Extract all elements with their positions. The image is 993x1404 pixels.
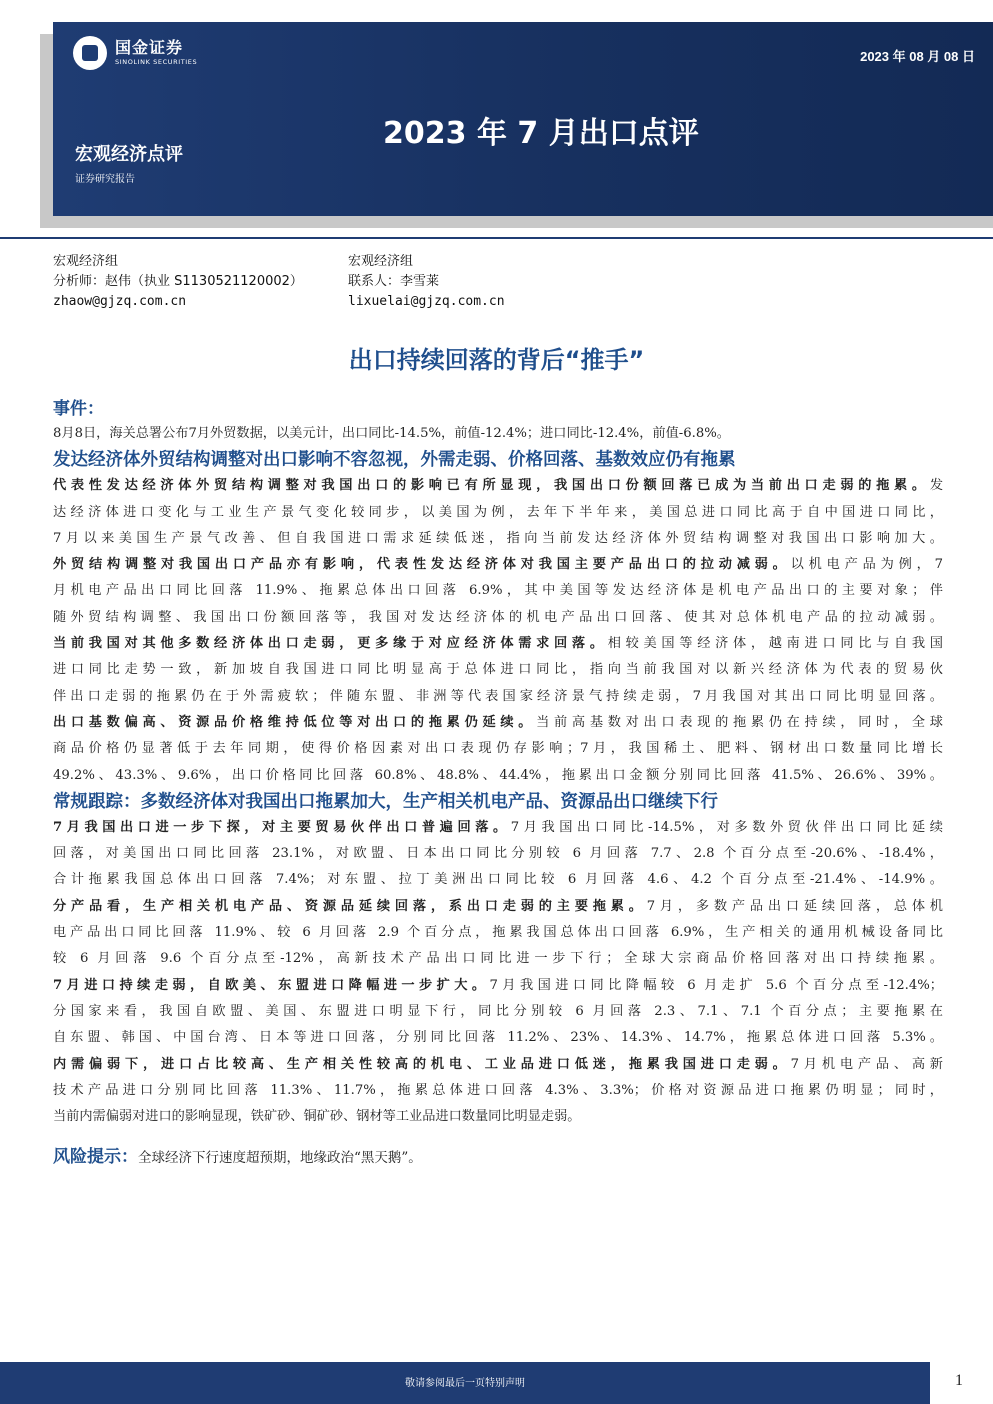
author-contact: 联系人：李雪莱 [348, 274, 440, 289]
paragraph-text: 7月以来美国生产景气改善、但自我国进口需求延续低迷，指向当前发达经济体外贸结构调整对我国出口影响加大。 [53, 530, 943, 546]
header-divider [0, 237, 993, 239]
paragraph-text: 7月我国进口同比降幅较 6 月走扩 5.6 个百分点至-12.4%； [489, 977, 943, 993]
company-logo [73, 36, 197, 70]
paragraph-lead: 外贸结构调整对我国出口产品亦有影响，代表性发达经济体对我国主要产品出口的拉动减弱。 [53, 557, 791, 573]
logo-text [115, 39, 197, 67]
logo-icon [73, 36, 107, 70]
author-group: 宏观经济组 [53, 254, 119, 269]
event-heading: 事件： [53, 399, 104, 419]
section-heading: 常规跟踪：多数经济体对我国出口拖累加大，生产相关机电产品、资源品出口继续下行 [53, 791, 718, 812]
paragraph [53, 894, 943, 973]
risk-note [53, 1144, 943, 1171]
disclaimer-note: 敬请参阅最后一页特别声明 [405, 1378, 525, 1389]
paragraph-text: 伴出口走弱的拖累仍在于外需疲软；伴随东盟、非洲等代表国家经济景气持续走弱，7月我国对其出口同比明显回落。 [53, 688, 943, 704]
paragraph-text: 较 6 月回落 9.6 个百分点至-12%，高新技术产品出口同比进一步下行；全球大宗商品价格回落对出口持续拖累。 [53, 951, 943, 967]
section-heading: 发达经济体外贸结构调整对出口影响不容忽视，外需走弱、价格回落、基数效应仍有拖累 [53, 450, 736, 471]
main-title: 出口持续回落的背后“推手” [348, 346, 645, 374]
paragraph-text: 回落，对美国出口同比回落 23.1%，对欧盟、日本出口同比分别较 6 月回落 7.7、2.8 个百分点至-20.6%、-18.4%， [53, 846, 943, 862]
paragraph-text: 合计拖累我国总体出口回落 7.4%；对东盟、拉丁美洲出口同比较 6 月回落 4.6、4.2 个百分点至-21.4%、-14.9%。 [53, 872, 943, 888]
paragraph-lead: 当前我国对其他多数经济体出口走弱，更多缘于对应经济体需求回落。 [53, 636, 608, 652]
paragraph [53, 815, 943, 894]
footer-bar [0, 1362, 930, 1404]
paragraph-text: 7月机电产品、高新 [790, 1056, 943, 1072]
paragraph [53, 473, 943, 552]
paragraph-lead: 内需偏弱下，进口占比较高、生产相关性较高的机电、工业品进口低迷，拖累我国进口走弱。 [53, 1056, 791, 1072]
author-block-left [53, 252, 303, 312]
paragraph [53, 1052, 943, 1131]
paragraph-text: 电产品出口同比回落 11.9%、较 6 月回落 2.9 个百分点，拖累我国总体出口回落 6.9%，生产相关的通用机械设备同比 [53, 925, 943, 941]
author-block-right [348, 252, 505, 312]
paragraph [53, 973, 943, 1052]
paragraph [53, 552, 943, 631]
author-email-link[interactable]: zhaow@gjzq.com.cn [53, 294, 187, 309]
paragraph-text: 分国家来看，我国自欧盟、美国、东盟进口明显下行，同比分别较 6 月回落 2.3、7.1、7.1 个百分点；主要拖累在 [53, 1003, 943, 1019]
report-category: 宏观经济点评 [75, 144, 183, 165]
paragraph-text: 49.2%、43.3%、9.6%，出口价格同比回落 60.8%、48.8%、44.4%，拖累出口金额分别同比回落 41.5%、26.6%、39%。 [53, 767, 943, 783]
paragraph-lead: 7月我国出口进一步下探，对主要贸易伙伴出口普遍回落。 [53, 819, 511, 835]
paragraph-lead: 代表性发达经济体外贸结构调整对我国出口的影响已有所显现，我国出口份额回落已成为当前出口走弱的拖累。 [53, 478, 930, 494]
paragraph-text: 月机电产品出口同比回落 11.9%、拖累总体出口回落 6.9%，其中美国等发达经济体是机电产品出口的主要对象；伴 [53, 583, 943, 599]
paragraph-lead: 7月进口持续走弱，自欧美、东盟进口降幅进一步扩大。 [53, 977, 490, 993]
paragraph-text: 相较美国等经济体，越南进口同比与自我国 [607, 636, 943, 652]
paragraph [53, 631, 943, 710]
paragraph-text: 达经济体进口变化与工业生产景气变化较同步，以美国为例，去年下半年来，美国总进口同比高于自中国进口同比， [53, 504, 943, 520]
risk-text: 全球经济下行速度超预期，地缘政治“黑天鹅”。 [138, 1150, 422, 1167]
paragraph-text: 当前内需偏弱对进口的影响显现，铁矿砂、铜矿砂、钢材等工业品进口数量同比明显走弱。 [53, 1109, 581, 1125]
contact-email-link[interactable]: lixuelai@gjzq.com.cn [348, 294, 505, 309]
paragraph-text: 随外贸结构调整、我国出口份额回落等，我国对发达经济体的机电产品出口回落、使其对总体机电产品的拉动减弱。 [53, 609, 943, 625]
paragraph-text: 进口同比走势一致，新加坡自我国进口同比明显高于总体进口同比，指向当前我国对以新兴经济体为代表的贸易伙 [53, 662, 943, 678]
report-title: 2023 年 7 月出口点评 [383, 116, 699, 151]
report-header [53, 22, 993, 216]
author-analyst: 分析师：赵伟（执业 S1130521120002） [53, 274, 303, 289]
paragraph-text: 7月，多数产品出口延续回落，总体机 [646, 898, 943, 914]
paragraph-text: 7月我国出口同比-14.5%，对多数外贸伙伴出口同比延续 [510, 819, 943, 835]
page-number: 1 [955, 1372, 963, 1389]
report-body [53, 397, 943, 1171]
paragraph-text: 当前高基数对出口表现的拖累仍在持续，同时，全球 [536, 714, 943, 730]
paragraph [53, 710, 943, 789]
paragraph-text: 技术产品进口分别同比回落 11.3%、11.7%，拖累总体进口回落 4.3%、3.3%；价格对资源品进口拖累仍明显；同时， [53, 1082, 943, 1098]
risk-label: 风险提示： [53, 1147, 138, 1168]
report-subcategory: 证券研究报告 [75, 174, 135, 185]
paragraph-text: 自东盟、韩国、中国台湾、日本等进口回落，分别同比回落 11.2%、23%、14.3%、14.7%，拖累总体进口回落 5.3%。 [53, 1030, 943, 1046]
logo-en: SINOLINK SECURITIES [115, 58, 198, 66]
report-date: 2023 年 08 月 08 日 [860, 49, 975, 64]
paragraph-lead: 分产品看，生产相关机电产品、资源品延续回落，系出口走弱的主要拖累。 [53, 898, 647, 914]
paragraph-text: 以机电产品为例，7 [790, 557, 943, 573]
paragraph-text: 商品价格仍显著低于去年同期，使得价格因素对出口表现仍存影响；7月，我国稀土、肥料、钢材出口数量同比增长 [53, 741, 943, 757]
event-text: 8月8日，海关总署公布7月外贸数据，以美元计，出口同比-14.5%，前值-12.4%；进口同比-12.4%，前值-6.8%。 [53, 426, 730, 441]
paragraph-lead: 出口基数偏高、资源品价格维持低位等对出口的拖累仍延续。 [53, 714, 537, 730]
logo-cn: 国金证券 [115, 38, 184, 57]
paragraph-text: 发 [929, 478, 943, 494]
author-group: 宏观经济组 [348, 254, 414, 269]
